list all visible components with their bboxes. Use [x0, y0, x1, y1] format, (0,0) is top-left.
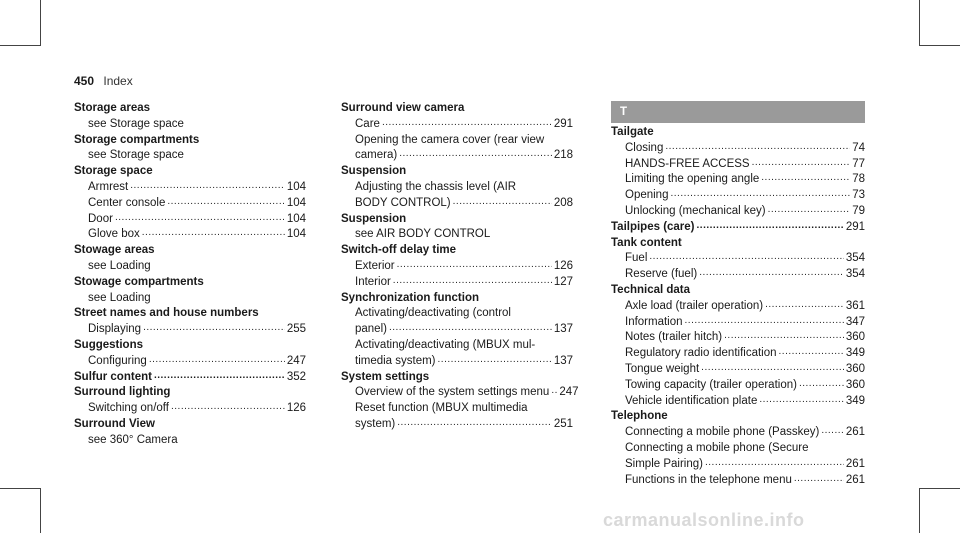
page-reference[interactable]: 251: [553, 417, 573, 430]
subentry-label: Regulatory radio identification: [625, 347, 777, 360]
entry-heading-label: Tailpipes (care): [611, 220, 695, 233]
index-subentry[interactable]: [341, 338, 573, 370]
subentry-row: [88, 322, 306, 338]
subentry-row: [88, 227, 306, 243]
index-subentry[interactable]: [611, 267, 865, 283]
subentry-label: see Loading: [88, 259, 151, 272]
page-reference[interactable]: 78: [852, 173, 865, 186]
subentry-row: [625, 425, 865, 441]
index-letter-header: T: [611, 101, 865, 123]
subentry-label: Axle load (trailer operation): [625, 299, 764, 312]
subentry-label: Reset function (MBUX multimedia: [355, 402, 528, 415]
page-reference[interactable]: 74: [852, 141, 865, 154]
subentry-label: Towing capacity (trailer operation): [625, 378, 797, 391]
page-reference[interactable]: 354: [845, 268, 865, 281]
subentry-row: [625, 394, 865, 410]
subentry-label: Tongue weight: [625, 362, 700, 375]
subentry-label: see Storage space: [88, 149, 184, 162]
subentry-label: Closing: [625, 141, 664, 154]
page-reference[interactable]: 104: [286, 212, 306, 225]
subentry-label: panel): [355, 323, 387, 336]
subentry-label: HANDS-FREE ACCESS: [625, 157, 750, 170]
index-entry-heading: Suspension: [341, 165, 407, 178]
leader-dots: [389, 320, 552, 336]
page-reference[interactable]: 360: [845, 378, 865, 391]
index-subentry[interactable]: [611, 441, 865, 473]
subentry-label: Unlocking (mechanical key): [625, 204, 766, 217]
subentry-label: system): [355, 417, 396, 430]
leader-dots: [765, 297, 844, 313]
subentry-label: Information: [625, 315, 683, 328]
leader-dots: [724, 328, 844, 344]
subentry-label: Functions in the telephone menu: [625, 473, 792, 486]
page-section: Index: [103, 74, 133, 88]
subentry-label: Notes (trailer hitch): [625, 331, 723, 344]
page-reference[interactable]: 247: [559, 386, 579, 399]
leader-dots: [821, 423, 843, 439]
subentry-label: Simple Pairing): [625, 457, 703, 470]
leader-dots: [697, 218, 844, 234]
index-subentry[interactable]: [611, 394, 865, 410]
index-entry-heading: System settings: [341, 370, 430, 383]
page-reference[interactable]: 255: [286, 323, 306, 336]
index-entry-heading[interactable]: [611, 220, 865, 236]
page-reference[interactable]: 360: [845, 331, 865, 344]
subentry-row: [355, 117, 573, 133]
index-subentry: [74, 433, 306, 449]
index-subentry[interactable]: [341, 401, 573, 433]
subentry-row: [88, 401, 306, 417]
subentry-label: camera): [355, 149, 398, 162]
index-entry-heading: Switch-off delay time: [341, 244, 457, 257]
page-reference[interactable]: 104: [286, 180, 306, 193]
leader-dots: [699, 265, 844, 281]
page-reference[interactable]: 261: [845, 426, 865, 439]
index-column-2: [341, 101, 579, 433]
page-reference[interactable]: 349: [845, 394, 865, 407]
index-entry-heading: Suggestions: [74, 338, 144, 351]
leader-dots: [752, 155, 851, 171]
subentry-row: [355, 417, 573, 433]
entry-heading-label: Sulfur content: [74, 370, 152, 383]
index-entry-heading: Storage space: [74, 165, 153, 178]
leader-dots: [397, 257, 552, 273]
subentry-label: see 360° Camera: [88, 433, 178, 446]
page-reference[interactable]: 208: [553, 196, 573, 209]
index-subentry: [74, 148, 306, 164]
index-subentry: [74, 117, 306, 133]
page-reference[interactable]: 347: [845, 315, 865, 328]
index-entry-heading: Technical data: [611, 283, 691, 296]
leader-dots: [154, 368, 285, 384]
crop-mark: [40, 488, 41, 533]
subentry-label: Connecting a mobile phone (Secure: [625, 441, 809, 454]
leader-dots: [393, 273, 552, 289]
crop-mark: [919, 488, 960, 489]
index-entry-heading: Synchronization function: [341, 291, 479, 304]
subentry-row: [355, 275, 573, 291]
index-entry-heading: Tank content: [611, 236, 682, 249]
subentry-label: Exterior: [355, 259, 395, 272]
leader-dots: [438, 352, 552, 368]
subentry-label: BODY CONTROL): [355, 196, 451, 209]
index-subentry[interactable]: [611, 473, 865, 489]
subentry-row: [355, 385, 579, 401]
index-subentry[interactable]: [341, 133, 573, 165]
page-reference[interactable]: 261: [845, 473, 865, 486]
subentry-label: Opening the camera cover (rear view: [355, 133, 545, 146]
leader-dots: [143, 320, 285, 336]
index-subentry: [74, 291, 306, 307]
leader-dots: [171, 399, 285, 415]
page-reference[interactable]: 137: [553, 354, 573, 367]
leader-dots: [759, 392, 843, 408]
index-entry-heading: Surround lighting: [74, 386, 171, 399]
index-entry-heading: Storage areas: [74, 102, 151, 114]
index-subentry[interactable]: [341, 385, 579, 401]
index-subentry[interactable]: [74, 322, 306, 338]
leader-dots: [670, 186, 850, 202]
leader-dots: [397, 415, 552, 431]
crop-mark: [0, 488, 41, 489]
subentry-label: Reserve (fuel): [625, 268, 698, 281]
leader-dots: [794, 471, 844, 487]
leader-dots: [685, 313, 844, 329]
page-reference[interactable]: 360: [845, 362, 865, 375]
subentry-row: [355, 148, 573, 164]
crop-mark: [40, 0, 41, 45]
subentry-label: Opening: [625, 189, 669, 202]
leader-dots: [115, 210, 285, 226]
leader-dots: [149, 352, 285, 368]
index-entry-heading: Telephone: [611, 410, 668, 423]
page-reference[interactable]: 218: [553, 149, 573, 162]
leader-dots: [551, 383, 557, 399]
leader-dots: [399, 146, 552, 162]
leader-dots: [649, 249, 843, 265]
subentry-label: see Storage space: [88, 117, 184, 130]
subentry-row: [355, 322, 573, 338]
leader-dots: [705, 455, 844, 471]
subentry-label: Activating/deactivating (MBUX mul-: [355, 338, 536, 351]
index-entry-heading: Tailgate: [611, 126, 654, 138]
page-reference[interactable]: 291: [845, 220, 865, 233]
subentry-label: Glove box: [88, 228, 140, 241]
index-subentry[interactable]: [341, 275, 573, 291]
index-column-1: [74, 101, 306, 449]
page-reference[interactable]: 354: [845, 252, 865, 265]
index-entry-heading: Street names and house numbers: [74, 307, 259, 320]
page-reference[interactable]: 352: [286, 370, 306, 383]
crop-mark: [919, 0, 920, 45]
subentry-row: [355, 196, 573, 212]
watermark: carmanualsonline.info: [603, 510, 805, 530]
index-subentry[interactable]: [74, 401, 306, 417]
page-reference[interactable]: 104: [286, 196, 306, 209]
subentry-label: Center console: [88, 196, 166, 209]
page-reference[interactable]: 361: [845, 299, 865, 312]
index-entry-heading: Stowage compartments: [74, 275, 204, 288]
index-subentry[interactable]: [341, 306, 573, 338]
subentry-label: Interior: [355, 275, 391, 288]
subentry-label: Activating/deactivating (control: [355, 307, 511, 320]
page-reference[interactable]: 247: [286, 354, 306, 367]
leader-dots: [130, 178, 285, 194]
leader-dots: [701, 360, 844, 376]
leader-dots: [142, 225, 285, 241]
index-subentry: [341, 227, 573, 243]
index-entry-heading: Storage compartments: [74, 133, 200, 146]
index-entry-heading: Suspension: [341, 212, 407, 225]
index-subentry: [74, 259, 306, 275]
leader-dots: [779, 344, 844, 360]
page-reference[interactable]: 261: [845, 457, 865, 470]
page-reference[interactable]: 79: [852, 204, 865, 217]
page-number: 450: [74, 74, 95, 88]
page-reference[interactable]: 73: [852, 189, 865, 202]
leader-dots: [799, 376, 844, 392]
page-reference[interactable]: 126: [553, 259, 573, 272]
crop-mark: [919, 488, 920, 533]
index-entry-heading: Surround View: [74, 417, 155, 430]
crop-mark: [919, 45, 960, 46]
subentry-label: Armrest: [88, 180, 129, 193]
subentry-row: [625, 473, 865, 489]
page-header: [74, 74, 133, 88]
subentry-label: see AIR BODY CONTROL: [355, 228, 491, 241]
subentry-label: Door: [88, 212, 113, 225]
subentry-label: Limiting the opening angle: [625, 173, 760, 186]
subentry-label: Switching on/off: [88, 402, 169, 415]
subentry-label: see Loading: [88, 291, 151, 304]
index-subentry[interactable]: [341, 117, 573, 133]
page-reference[interactable]: 291: [553, 117, 573, 130]
index-subentry[interactable]: [74, 227, 306, 243]
index-subentry[interactable]: [611, 425, 865, 441]
leader-dots: [167, 194, 284, 210]
subentry-row: [355, 354, 573, 370]
leader-dots: [768, 202, 851, 218]
subentry-row: [625, 267, 865, 283]
page-reference[interactable]: 127: [553, 275, 573, 288]
page-reference[interactable]: 104: [286, 228, 306, 241]
leader-dots: [382, 115, 552, 131]
page-reference[interactable]: 126: [286, 402, 306, 415]
index-entry-heading: Surround view camera: [341, 102, 465, 114]
subentry-label: Care: [355, 117, 380, 130]
leader-dots: [761, 170, 850, 186]
index-subentry[interactable]: [341, 180, 573, 212]
index-entry-heading[interactable]: [74, 370, 306, 386]
subentry-label: Fuel: [625, 252, 648, 265]
subentry-label: Displaying: [88, 323, 142, 336]
leader-dots: [453, 194, 552, 210]
index-entry-heading: Stowage areas: [74, 244, 155, 257]
page-reference[interactable]: 349: [845, 347, 865, 360]
index-column-3: [611, 101, 865, 488]
page-reference[interactable]: 137: [553, 323, 573, 336]
subentry-label: Connecting a mobile phone (Passkey): [625, 426, 820, 439]
subentry-label: Configuring: [88, 354, 147, 367]
leader-dots: [665, 139, 850, 155]
subentry-label: Vehicle identification plate: [625, 394, 758, 407]
subentry-label: Adjusting the chassis level (AIR: [355, 180, 517, 193]
subentry-label: timedia system): [355, 354, 436, 367]
crop-mark: [0, 45, 41, 46]
subentry-label: Overview of the system settings menu: [355, 386, 550, 399]
page-reference[interactable]: 77: [852, 157, 865, 170]
